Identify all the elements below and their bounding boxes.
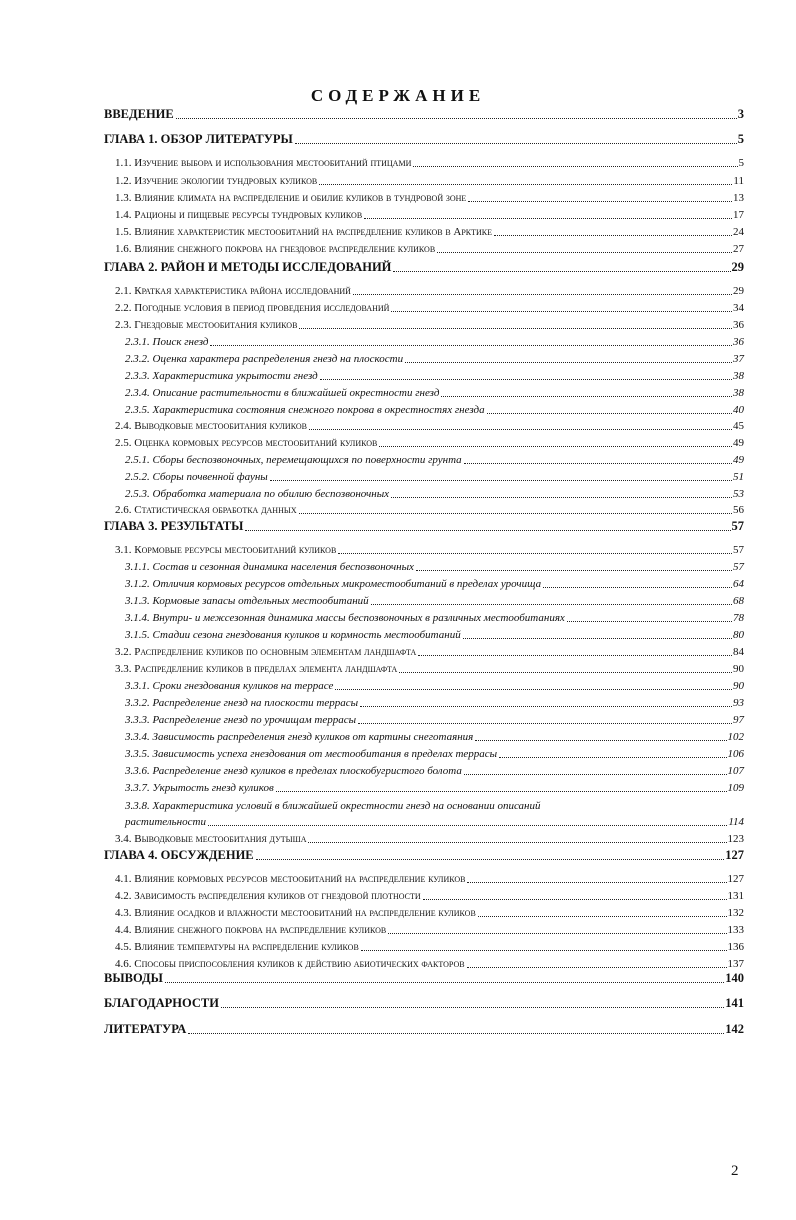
toc-entry-1-2[interactable] [115, 176, 744, 187]
toc-entry-3-1-4[interactable] [125, 613, 744, 624]
toc-entry-text: ГЛАВА 2. РАЙОН И МЕТОДЫ ИССЛЕДОВАНИЙ [104, 260, 392, 274]
toc-entry-2-3[interactable] [115, 320, 744, 331]
toc-entry-page: 131 [727, 890, 744, 902]
toc-entry-1-5[interactable] [115, 227, 744, 238]
toc-entry-text: 3.1.4. Внутри- и межсезонная динамика массы беспозвоночных в различных местообитаниях [125, 612, 565, 624]
toc-entry-4-6[interactable] [115, 959, 744, 970]
toc-entry-text: 3.1. Кормовые ресурсы местообитаний куликов [115, 544, 337, 556]
toc-entry-2-3-3[interactable] [125, 371, 744, 382]
toc-entry-text: 3.3.3. Распределение гнезд по урочищам террасы [125, 714, 357, 726]
toc-entry-text: 4.2. Зависимость распределения куликов от гнездовой плотности [115, 890, 421, 902]
toc-entry-page: 53 [733, 488, 744, 500]
toc-entry-3-3-4[interactable] [125, 732, 744, 743]
toc-entry-page: 68 [733, 595, 744, 607]
toc-entry-page: 123 [727, 833, 744, 845]
toc-entry-text: 1.2. Изучение экологии тундровых куликов [115, 175, 318, 187]
toc-entry-text: 2.2. Погодные условия в период проведения исследований [115, 302, 390, 314]
toc-entry-3-3-2[interactable] [125, 698, 744, 709]
toc-entry-page: 5 [737, 132, 744, 146]
toc-entry-text: 3.3. Распределение куликов в пределах элемента ландшафта [115, 663, 398, 675]
toc-entry-3-3-6[interactable] [125, 766, 744, 777]
toc-entry-4-5[interactable] [115, 942, 744, 953]
toc-entry-text: 1.6. Влияние снежного покрова на гнездовое распределение куликов [115, 243, 436, 255]
page-title: СОДЕРЖАНИЕ [310, 86, 486, 105]
toc-entry-3-1[interactable] [115, 545, 744, 556]
toc-entry-page: 34 [733, 302, 744, 314]
toc-entry-page: 102 [727, 731, 744, 743]
toc-entry-text: 2.3.5. Характеристика состояния снежного покрова в окрестностях гнезда [125, 404, 485, 416]
toc-entry-text: ВЫВОДЫ [104, 971, 163, 985]
toc-entry-page: 36 [733, 319, 744, 331]
toc-entry-text: 4.1. Влияние кормовых ресурсов местообитаний на распределение куликов [115, 873, 466, 885]
toc-entry-page: 109 [727, 782, 744, 794]
toc-entry-page: 57 [731, 519, 744, 533]
toc-entry-2-4[interactable] [115, 421, 744, 432]
toc-entry-page: 90 [733, 663, 744, 675]
toc-entry-2-5-3[interactable] [125, 489, 744, 500]
toc-entry-3-3-3[interactable] [125, 715, 744, 726]
toc-entry-page: 49 [733, 454, 744, 466]
toc-entry-text: 3.1.5. Стадии сезона гнездования куликов и кормность местообитаний [125, 629, 461, 641]
toc-entry-page: 80 [733, 629, 744, 641]
toc-entry-3-2[interactable] [115, 647, 744, 658]
toc-entry-text: 3.1.3. Кормовые запасы отдельных местообитаний [125, 595, 369, 607]
toc-entry-page: 27 [733, 243, 744, 255]
toc-entry-page: 137 [727, 958, 744, 970]
toc-entry-page: 93 [733, 697, 744, 709]
toc-entry-text: 2.4. Выводковые местообитания куликов [115, 420, 307, 432]
toc-entry-2-5[interactable] [115, 438, 744, 449]
toc-entry-chapter-4[interactable] [104, 849, 744, 862]
toc-entry-text: 2.1. Краткая характеристика района исследований [115, 285, 351, 297]
toc-entry-page: 140 [725, 971, 744, 985]
toc-entry-text: 3.1.2. Отличия кормовых ресурсов отдельных микроместообитаний в пределах урочища [125, 578, 542, 590]
toc-entry-page: 45 [733, 420, 744, 432]
toc-entry-page: 114 [728, 816, 744, 828]
toc-entry-text: 4.4. Влияние снежного покрова на распределение куликов [115, 924, 387, 936]
toc-entry-text: 3.1.1. Состав и сезонная динамика населения беспозвоночных [125, 561, 414, 573]
toc-entry-2-3-2[interactable] [125, 354, 744, 365]
toc-entry-page: 51 [733, 471, 744, 483]
toc-entry-page: 36 [733, 336, 744, 348]
toc-entry-4-4[interactable] [115, 925, 744, 936]
toc-entry-text: 2.5. Оценка кормовых ресурсов местообитаний куликов [115, 437, 378, 449]
toc-entry-page: 11 [733, 175, 744, 187]
toc-entry-literature[interactable] [104, 1023, 744, 1036]
toc-entry-page: 57 [733, 544, 744, 556]
toc-entry-3-3-1[interactable] [125, 681, 744, 692]
toc-entry-text: ГЛАВА 3. РЕЗУЛЬТАТЫ [104, 519, 244, 533]
toc-entry-text: 2.5.1. Сборы беспозвоночных, перемещающихся по поверхности грунта [125, 454, 462, 466]
toc-entry-page: 3 [737, 107, 744, 121]
toc-entry-page: 97 [733, 714, 744, 726]
toc-entry-3-1-2[interactable] [125, 579, 744, 590]
toc-entry-page: 5 [738, 157, 744, 169]
toc-entry-3-3-5[interactable] [125, 749, 744, 760]
toc-entry-chapter-2[interactable] [104, 261, 744, 274]
toc-entry-text: ГЛАВА 4. ОБСУЖДЕНИЕ [104, 848, 254, 862]
toc-entry-3-1-3[interactable] [125, 596, 744, 607]
toc-entry-page: 17 [733, 209, 744, 221]
toc-entry-2-3-5[interactable] [125, 405, 744, 416]
toc-entry-page: 40 [733, 404, 744, 416]
toc-entry-page: 133 [727, 924, 744, 936]
toc-entry-text: 3.4. Выводковые местообитания дутыша [115, 833, 307, 845]
toc-entry-page: 37 [733, 353, 744, 365]
toc-entry-4-3[interactable] [115, 908, 744, 919]
toc-entry-text: 1.5. Влияние характеристик местообитаний на распределение куликов в Арктике [115, 226, 493, 238]
toc-entry-2-5-1[interactable] [125, 455, 744, 466]
toc-entry-text: 4.6. Способы приспособления куликов к действию абиотических факторов [115, 958, 465, 970]
toc-entry-chapter-3[interactable] [104, 520, 744, 533]
toc-entry-text: 3.2. Распределение куликов по основным элементам ландшафта [115, 646, 417, 658]
toc-entry-page: 127 [725, 848, 744, 862]
toc-entry-text: 2.3.4. Описание растительности в ближайшей окрестности гнезд [125, 387, 440, 399]
toc-entry-page: 107 [727, 765, 744, 777]
toc-entry-text: 2.3.1. Поиск гнезд [125, 336, 209, 348]
toc-entry-text: растительности [125, 816, 206, 828]
toc-entry-text: 3.3.7. Укрытость гнезд куликов [125, 782, 274, 794]
toc-entry-page: 106 [727, 748, 744, 760]
toc-entry-2-1[interactable] [115, 286, 744, 297]
toc-entry-text: 2.3. Гнездовые местообитания куликов [115, 319, 298, 331]
toc-entry-4-2[interactable] [115, 891, 744, 902]
toc-entry-2-3-1[interactable] [125, 337, 744, 348]
toc-entry-conclusions[interactable] [104, 972, 744, 985]
toc-entry-page: 29 [731, 260, 744, 274]
toc-entry-page: 38 [733, 370, 744, 382]
toc-entry-2-3-4[interactable] [125, 388, 744, 399]
toc-entry-text: ЛИТЕРАТУРА [104, 1022, 187, 1036]
toc-entry-text: 1.4. Рационы и пищевые ресурсы тундровых куликов [115, 209, 363, 221]
toc-entry-page: 141 [725, 996, 744, 1010]
toc-entry-3-4[interactable] [115, 834, 744, 845]
toc-entry-page: 24 [733, 226, 744, 238]
toc-entry-text: 2.6. Статистическая обработка данных [115, 504, 297, 516]
toc-entry-page: 57 [733, 561, 744, 573]
toc-entry-chapter-1[interactable] [104, 133, 744, 146]
toc-entry-1-6[interactable] [115, 244, 744, 255]
toc-entry-3-3-8-text[interactable]: 3.3.8. Характеристика условий в ближайшей окрестности гнезд на основании описаний [125, 800, 541, 812]
toc-entry-page: 142 [725, 1022, 744, 1036]
toc-entry-page: 90 [733, 680, 744, 692]
toc-entry-3-3[interactable] [115, 664, 744, 675]
toc-entry-acknowledgements[interactable] [104, 997, 744, 1010]
toc-entry-text: ГЛАВА 1. ОБЗОР ЛИТЕРАТУРЫ [104, 132, 293, 146]
toc-entry-text: ВВЕДЕНИЕ [104, 107, 174, 121]
toc-entry-text: 2.3.2. Оценка характера распределения гнезд на плоскости [125, 353, 404, 365]
toc-entry-page: 56 [733, 504, 744, 516]
toc-entry-text: 4.3. Влияние осадков и влажности местообитаний на распределение куликов [115, 907, 476, 919]
toc-entry-3-1-5[interactable] [125, 630, 744, 641]
page-number: 2 [731, 1163, 739, 1179]
toc-entry-2-5-2[interactable] [125, 472, 744, 483]
toc-entry-1-1[interactable] [115, 158, 744, 169]
toc-entry-2-2[interactable] [115, 303, 744, 314]
toc-entry-text: 4.5. Влияние температуры на распределение куликов [115, 941, 359, 953]
toc-entry-page: 13 [733, 192, 744, 204]
toc-entry-text: 2.3.3. Характеристика укрытости гнезд [125, 370, 318, 382]
toc-entry-page: 84 [733, 646, 744, 658]
toc-entry-text: 3.3.6. Распределение гнезд куликов в пределах плоскобугристого болота [125, 765, 462, 777]
toc-entry-3-3-8[interactable] [125, 817, 744, 828]
toc-entry-page: 136 [727, 941, 744, 953]
toc-entry-text: 3.3.1. Сроки гнездования куликов на террасе [125, 680, 334, 692]
toc-entry-page: 29 [733, 285, 744, 297]
toc-entry-text: 3.3.2. Распределение гнезд на плоскости террасы [125, 697, 359, 709]
toc-entry-page: 38 [733, 387, 744, 399]
toc-entry-4-1[interactable] [115, 874, 744, 885]
toc-entry-3-3-7[interactable] [125, 783, 744, 794]
toc-entry-3-1-1[interactable] [125, 562, 744, 573]
toc-entry-introduction[interactable] [104, 108, 744, 121]
toc-entry-page: 78 [733, 612, 744, 624]
toc-entry-2-6[interactable] [115, 505, 744, 516]
toc-entry-text: 2.5.3. Обработка материала по обилию беспозвоночных [125, 488, 390, 500]
toc-entry-page: 127 [727, 873, 744, 885]
toc-entry-text: 3.3.5. Зависимость успеха гнездования от местообитания в пределах террасы [125, 748, 498, 760]
toc-entry-page: 132 [727, 907, 744, 919]
toc-entry-text: 3.3.4. Зависимость распределения гнезд куликов от картины снеготаяния [125, 731, 474, 743]
toc-entry-text: 1.3. Влияние климата на распределение и обилие куликов в тундровой зоне [115, 192, 467, 204]
toc-entry-1-3[interactable] [115, 193, 744, 204]
toc-entry-text: БЛАГОДАРНОСТИ [104, 996, 219, 1010]
toc-entry-text: 2.5.2. Сборы почвенной фауны [125, 471, 268, 483]
toc-entry-page: 64 [733, 578, 744, 590]
toc-entry-1-4[interactable] [115, 210, 744, 221]
toc-entry-page: 49 [733, 437, 744, 449]
toc-entry-text: 1.1. Изучение выбора и использования местообитаний птицами [115, 157, 412, 169]
